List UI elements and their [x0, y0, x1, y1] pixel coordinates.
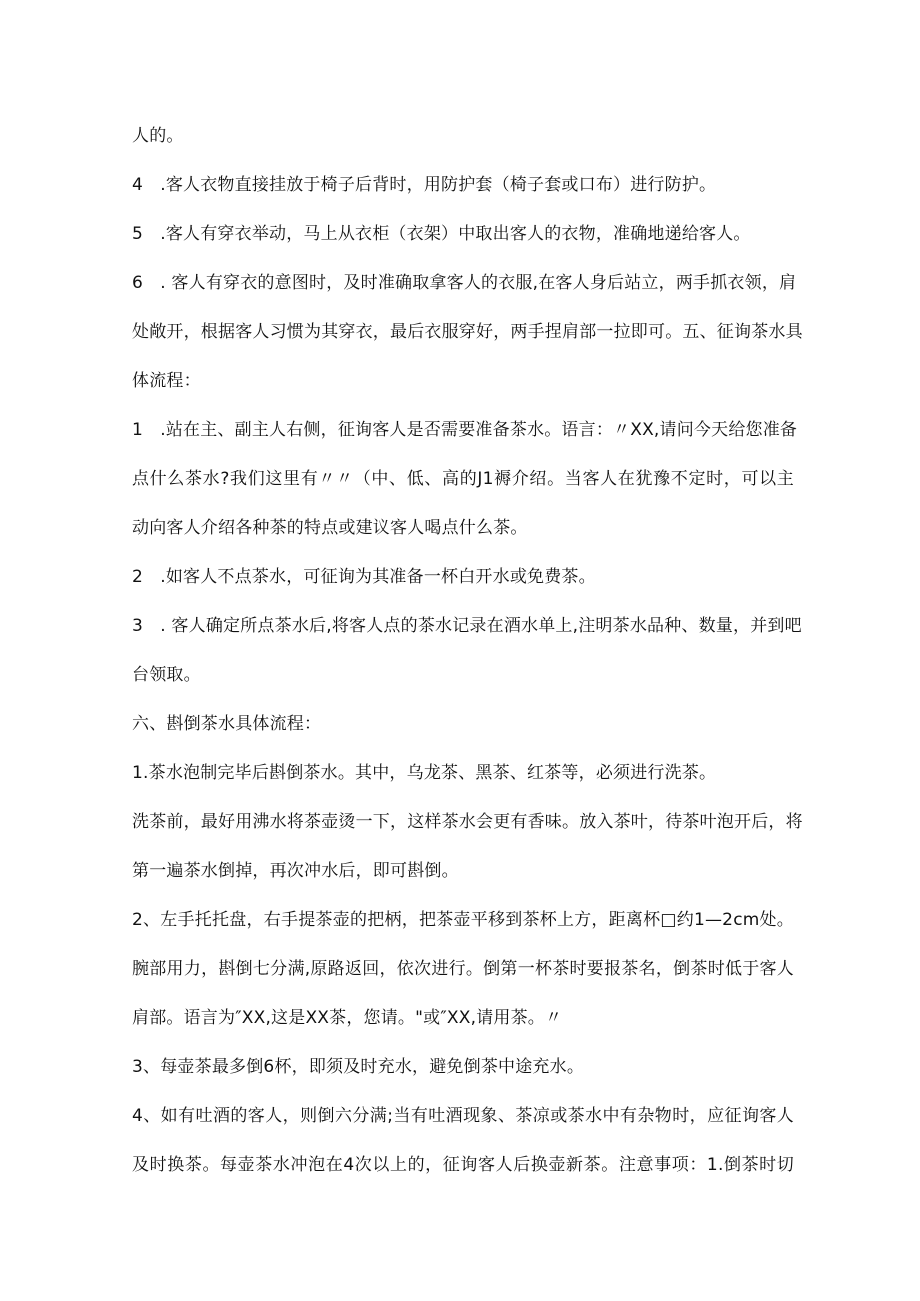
- text-line: 人的。: [132, 126, 184, 146]
- text-line: 体流程：: [132, 371, 201, 391]
- text-line: 动向客人介绍各种茶的特点或建议客人喝点什么茶。: [132, 518, 528, 538]
- text-line: 1.茶水泡制完毕后斟倒茶水。其中，乌龙茶、黑茶、红茶等，必须进行洗茶。: [132, 763, 717, 783]
- text-line: 5 .客人有穿衣举动，马上从衣柜（衣架）中取出客人的衣物，准确地递给客人。: [132, 224, 751, 244]
- text-line: 点什么茶水?我们这里有〃〃（中、低、高的J1褥介绍。当客人在犹豫不定时，可以主: [132, 469, 794, 489]
- text-line: 及时换茶。每壶茶水冲泡在4次以上的，征询客人后换壶新茶。注意事项：1.倒茶时切: [132, 1155, 794, 1175]
- text-line: 腕部用力，斟倒七分满,原路返回，依次进行。倒第一杯茶时要报茶名，倒茶时低于客人: [132, 959, 794, 979]
- text-line: 六、斟倒茶水具体流程：: [132, 714, 322, 734]
- text-line: 4 .客人衣物直接挂放于椅子后背时，用防护套（椅子套或口布）进行防护。: [132, 175, 717, 195]
- text-line: 1 .站在主、副主人右侧，征询客人是否需要准备茶水。语言：〃XX,请问今天给您准备: [132, 420, 798, 440]
- text-line: 2 .如客人不点茶水，可征询为其准备一杯白开水或免费茶。: [132, 567, 596, 587]
- text-line: 6 . 客人有穿衣的意图时，及时准确取拿客人的衣服,在客人身后站立，两手抓衣领，肩: [132, 273, 797, 293]
- text-line: 3 . 客人确定所点茶水后,将客人点的茶水记录在酒水单上,注明茶水品种、数量，并到吧: [132, 616, 802, 636]
- text-line: 第一遍茶水倒掉，再次冲水后，即可斟倒。: [132, 861, 459, 881]
- text-line: 4、如有吐酒的客人，则倒六分满;当有吐酒现象、茶凉或茶水中有杂物时，应征询客人: [132, 1106, 794, 1126]
- text-line: 2、左手托托盘，右手提茶壶的把柄，把茶壶平移到茶杯上方，距离杯□约1—2cm处。: [132, 910, 794, 930]
- text-line: 处敞开，根据客人习惯为其穿衣，最后衣服穿好，两手捏肩部一拉即可。五、征询茶水具: [132, 322, 803, 342]
- text-line: 肩部。语言为″XX,这是XX茶，您请。"或″XX,请用茶。〃: [132, 1008, 563, 1028]
- text-line: 3、每壶茶最多倒6杯，即须及时充水，避免倒茶中途充水。: [132, 1057, 585, 1077]
- text-line: 洗茶前，最好用沸水将茶壶烫一下，这样茶水会更有香味。放入茶叶，待茶叶泡开后，将: [132, 812, 803, 832]
- text-line: 台领取。: [132, 665, 201, 685]
